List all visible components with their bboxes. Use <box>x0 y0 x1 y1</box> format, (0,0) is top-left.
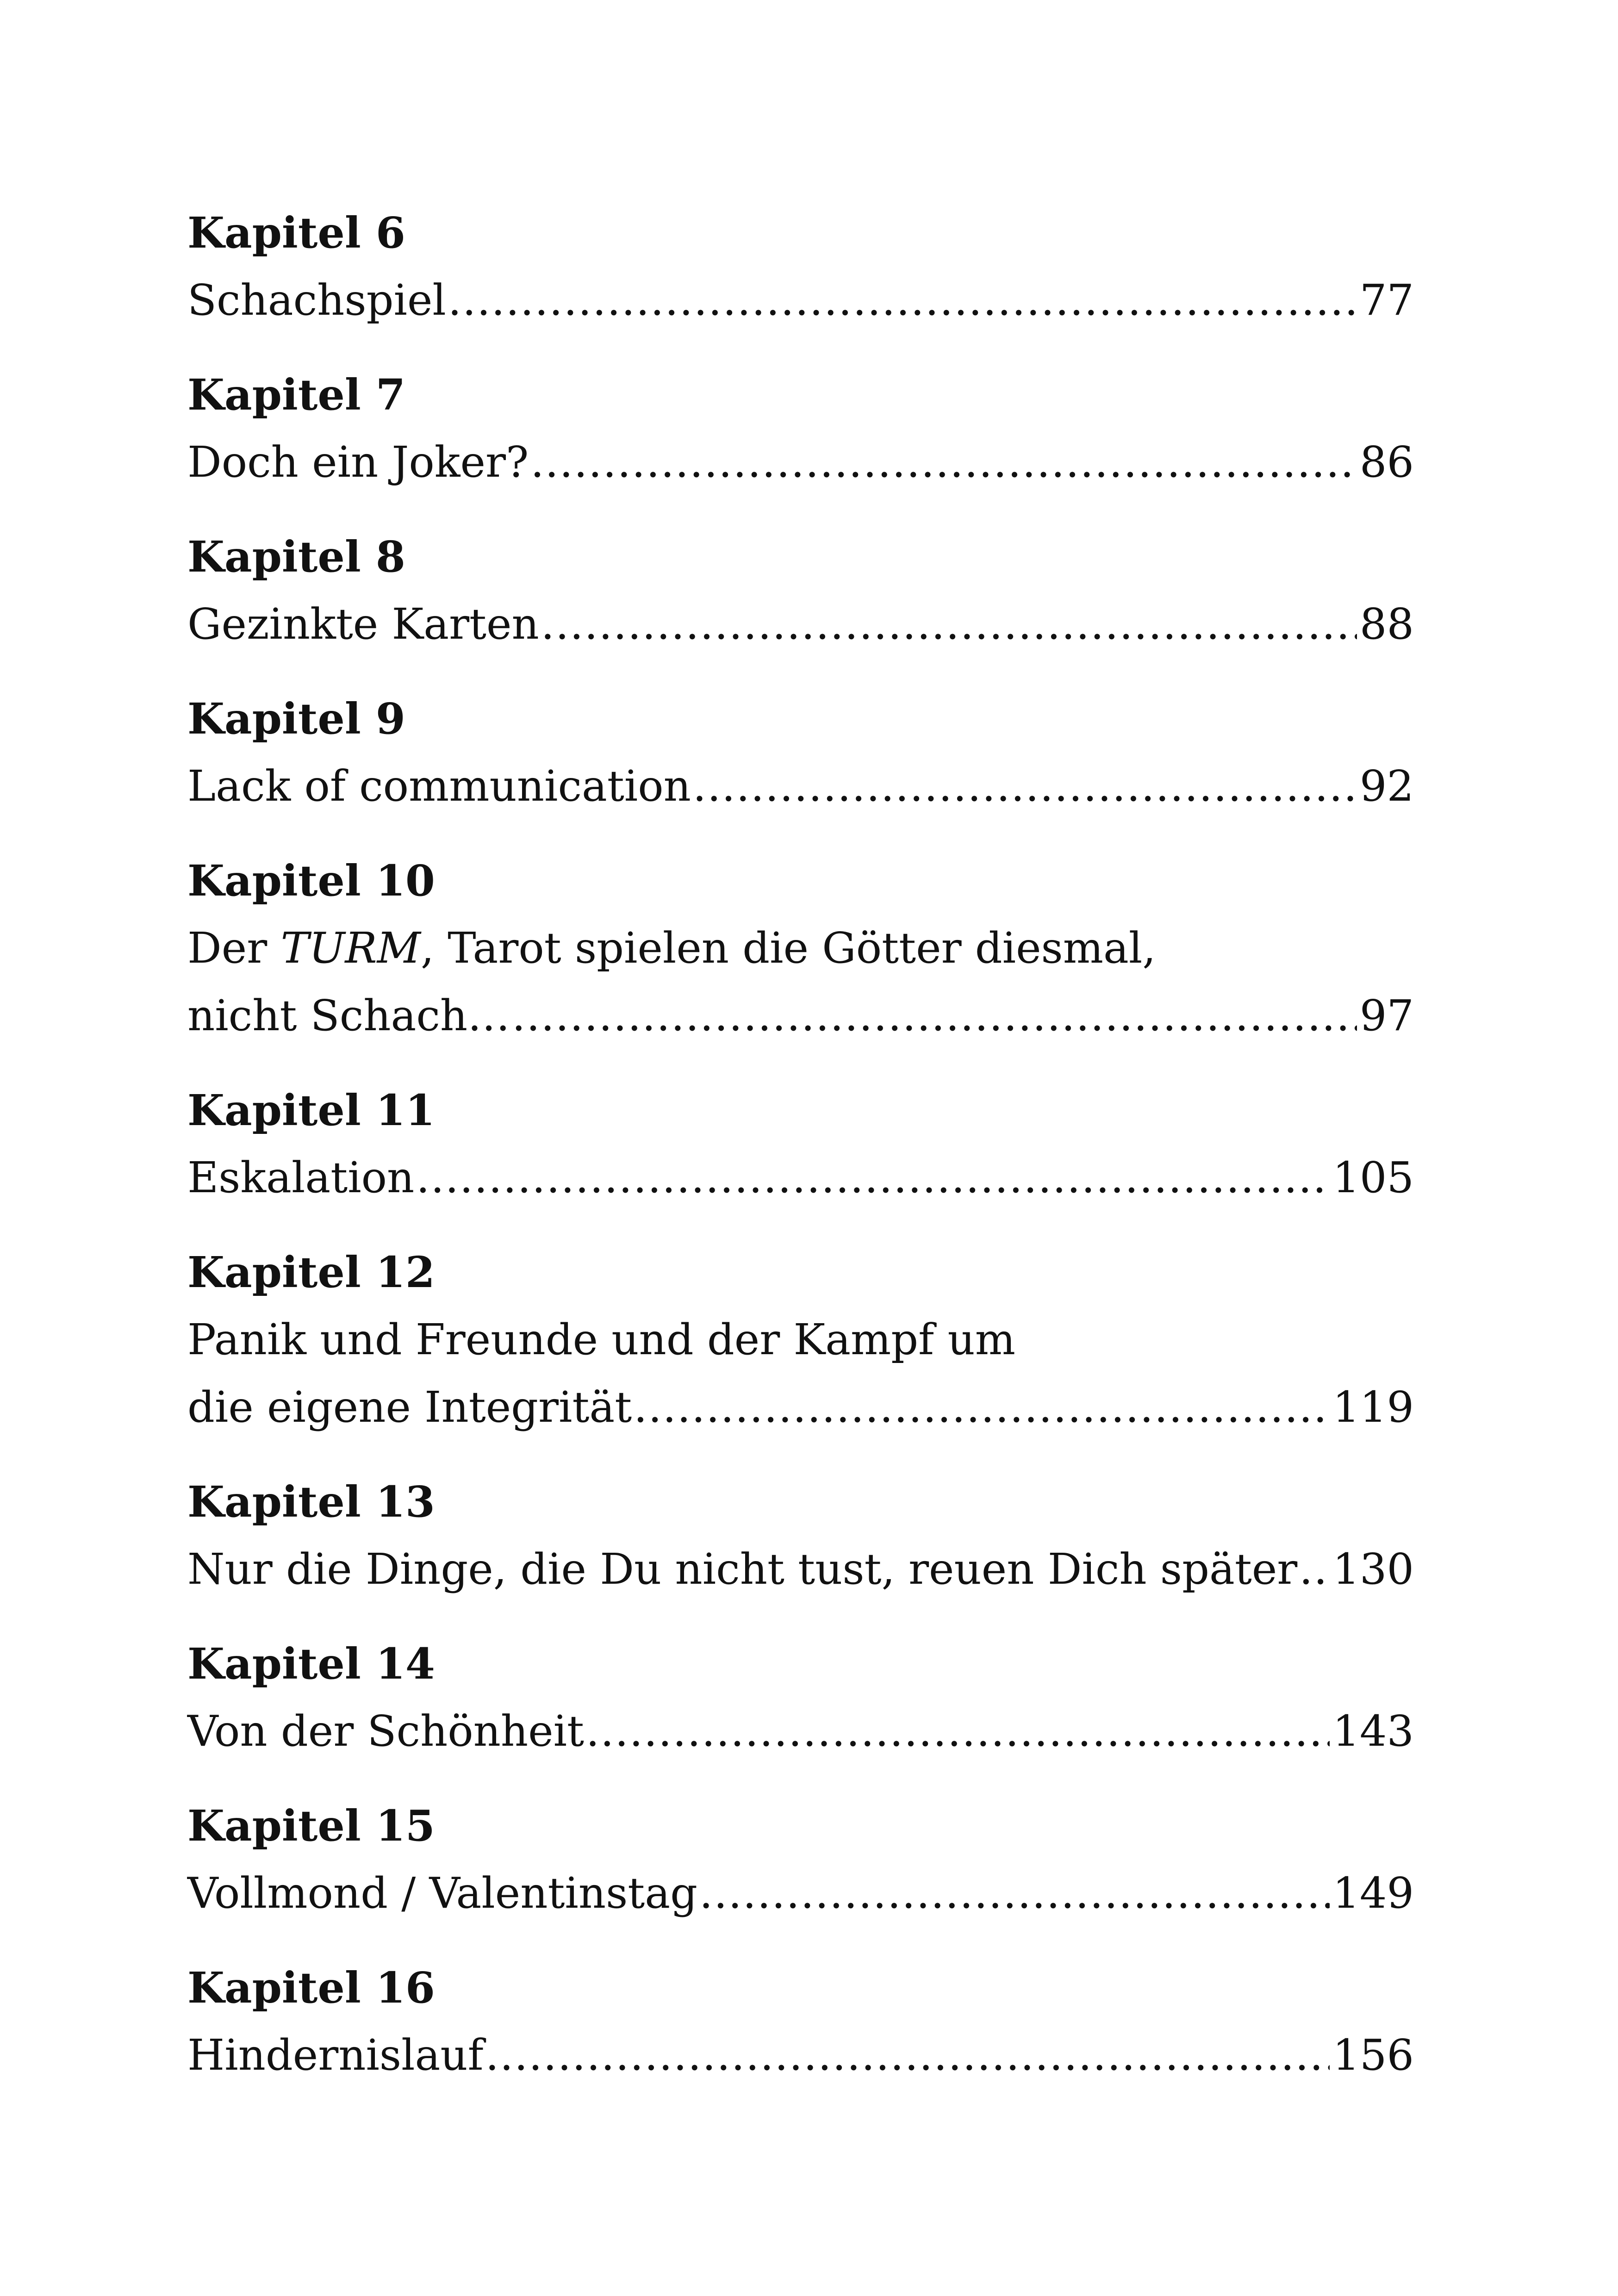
toc-entry-line <box>187 1144 1414 1212</box>
dot-leader <box>485 2022 1330 2089</box>
dot-leader <box>586 1698 1330 1765</box>
title-text: Der <box>187 923 281 973</box>
page-number: 77 <box>1359 275 1414 325</box>
toc-entry-line <box>187 1860 1414 1927</box>
chapter-heading: Kapitel 11 <box>187 1085 435 1135</box>
chapter-title: Doch ein Joker? <box>187 437 529 487</box>
toc-entry <box>187 1076 1414 1212</box>
page-number: 88 <box>1359 599 1414 649</box>
toc-entry-line <box>187 591 1414 658</box>
toc-entry-line <box>187 2022 1414 2089</box>
dot-leader <box>693 753 1357 820</box>
toc-entry <box>187 1238 1414 1441</box>
chapter-heading: Kapitel 16 <box>187 1963 435 2013</box>
chapter-heading: Kapitel 10 <box>187 856 435 906</box>
page-number: 143 <box>1332 1706 1414 1756</box>
toc-entry-line <box>187 1698 1414 1765</box>
toc-entry-line <box>187 267 1414 334</box>
title-emphasis: TURM <box>280 923 421 973</box>
dot-leader <box>416 1144 1330 1212</box>
chapter-heading: Kapitel 9 <box>187 694 405 744</box>
chapter-title: Hindernislauf <box>187 2030 484 2080</box>
chapter-heading: Kapitel 13 <box>187 1477 435 1527</box>
chapter-title: nicht Schach… <box>187 991 510 1040</box>
toc-entry <box>187 523 1414 658</box>
toc-entry <box>187 1468 1414 1603</box>
dot-leader <box>634 1374 1330 1441</box>
dot-leader <box>512 982 1357 1050</box>
chapter-heading: Kapitel 14 <box>187 1639 435 1689</box>
toc-entry-line <box>187 429 1414 496</box>
dot-leader <box>1299 1536 1330 1603</box>
title-text: , Tarot spielen die Götter diesmal, <box>420 923 1156 973</box>
chapter-title: Gezinkte Karten <box>187 599 539 649</box>
chapter-title: Nur die Dinge, die Du nicht tust, reuen Dich später <box>187 1544 1298 1594</box>
title-text: Panik und Freunde und der Kampf um <box>187 1315 1015 1364</box>
chapter-title: Lack of communication <box>187 761 691 811</box>
toc-entry <box>187 199 1414 334</box>
page-number: 105 <box>1332 1153 1414 1202</box>
chapter-title: Vollmond / Valentinstag <box>187 1868 698 1918</box>
toc-entry-line <box>187 753 1414 820</box>
page-number: 149 <box>1332 1868 1414 1918</box>
dot-leader <box>699 1860 1330 1927</box>
toc-entry-line <box>187 1536 1414 1603</box>
page-number: 97 <box>1359 991 1414 1040</box>
toc-entry <box>187 1630 1414 1765</box>
page-number: 92 <box>1359 761 1414 811</box>
chapter-title-line <box>187 1306 1414 1374</box>
chapter-heading: Kapitel 7 <box>187 370 405 420</box>
table-of-contents <box>187 199 1414 2116</box>
toc-entry-line <box>187 982 1414 1050</box>
page-number: 86 <box>1359 437 1414 487</box>
toc-entry <box>187 685 1414 820</box>
toc-entry <box>187 361 1414 496</box>
toc-entry <box>187 1954 1414 2089</box>
toc-entry <box>187 1792 1414 1927</box>
toc-entry <box>187 847 1414 1050</box>
chapter-title-line <box>187 915 1414 982</box>
dot-leader <box>448 267 1357 334</box>
dot-leader <box>530 429 1357 496</box>
chapter-title: Eskalation <box>187 1153 415 1202</box>
page-number: 130 <box>1332 1544 1414 1594</box>
chapter-heading: Kapitel 15 <box>187 1801 435 1851</box>
chapter-heading: Kapitel 12 <box>187 1247 435 1297</box>
chapter-title: Von der Schönheit <box>187 1706 584 1756</box>
page-number: 119 <box>1332 1382 1414 1432</box>
chapter-title: die eigene Integrität <box>187 1382 632 1432</box>
chapter-heading: Kapitel 6 <box>187 208 405 258</box>
chapter-title: Schachspiel <box>187 275 446 325</box>
dot-leader <box>541 591 1357 658</box>
toc-entry-line <box>187 1374 1414 1441</box>
page-number: 156 <box>1332 2030 1414 2080</box>
chapter-heading: Kapitel 8 <box>187 532 405 582</box>
